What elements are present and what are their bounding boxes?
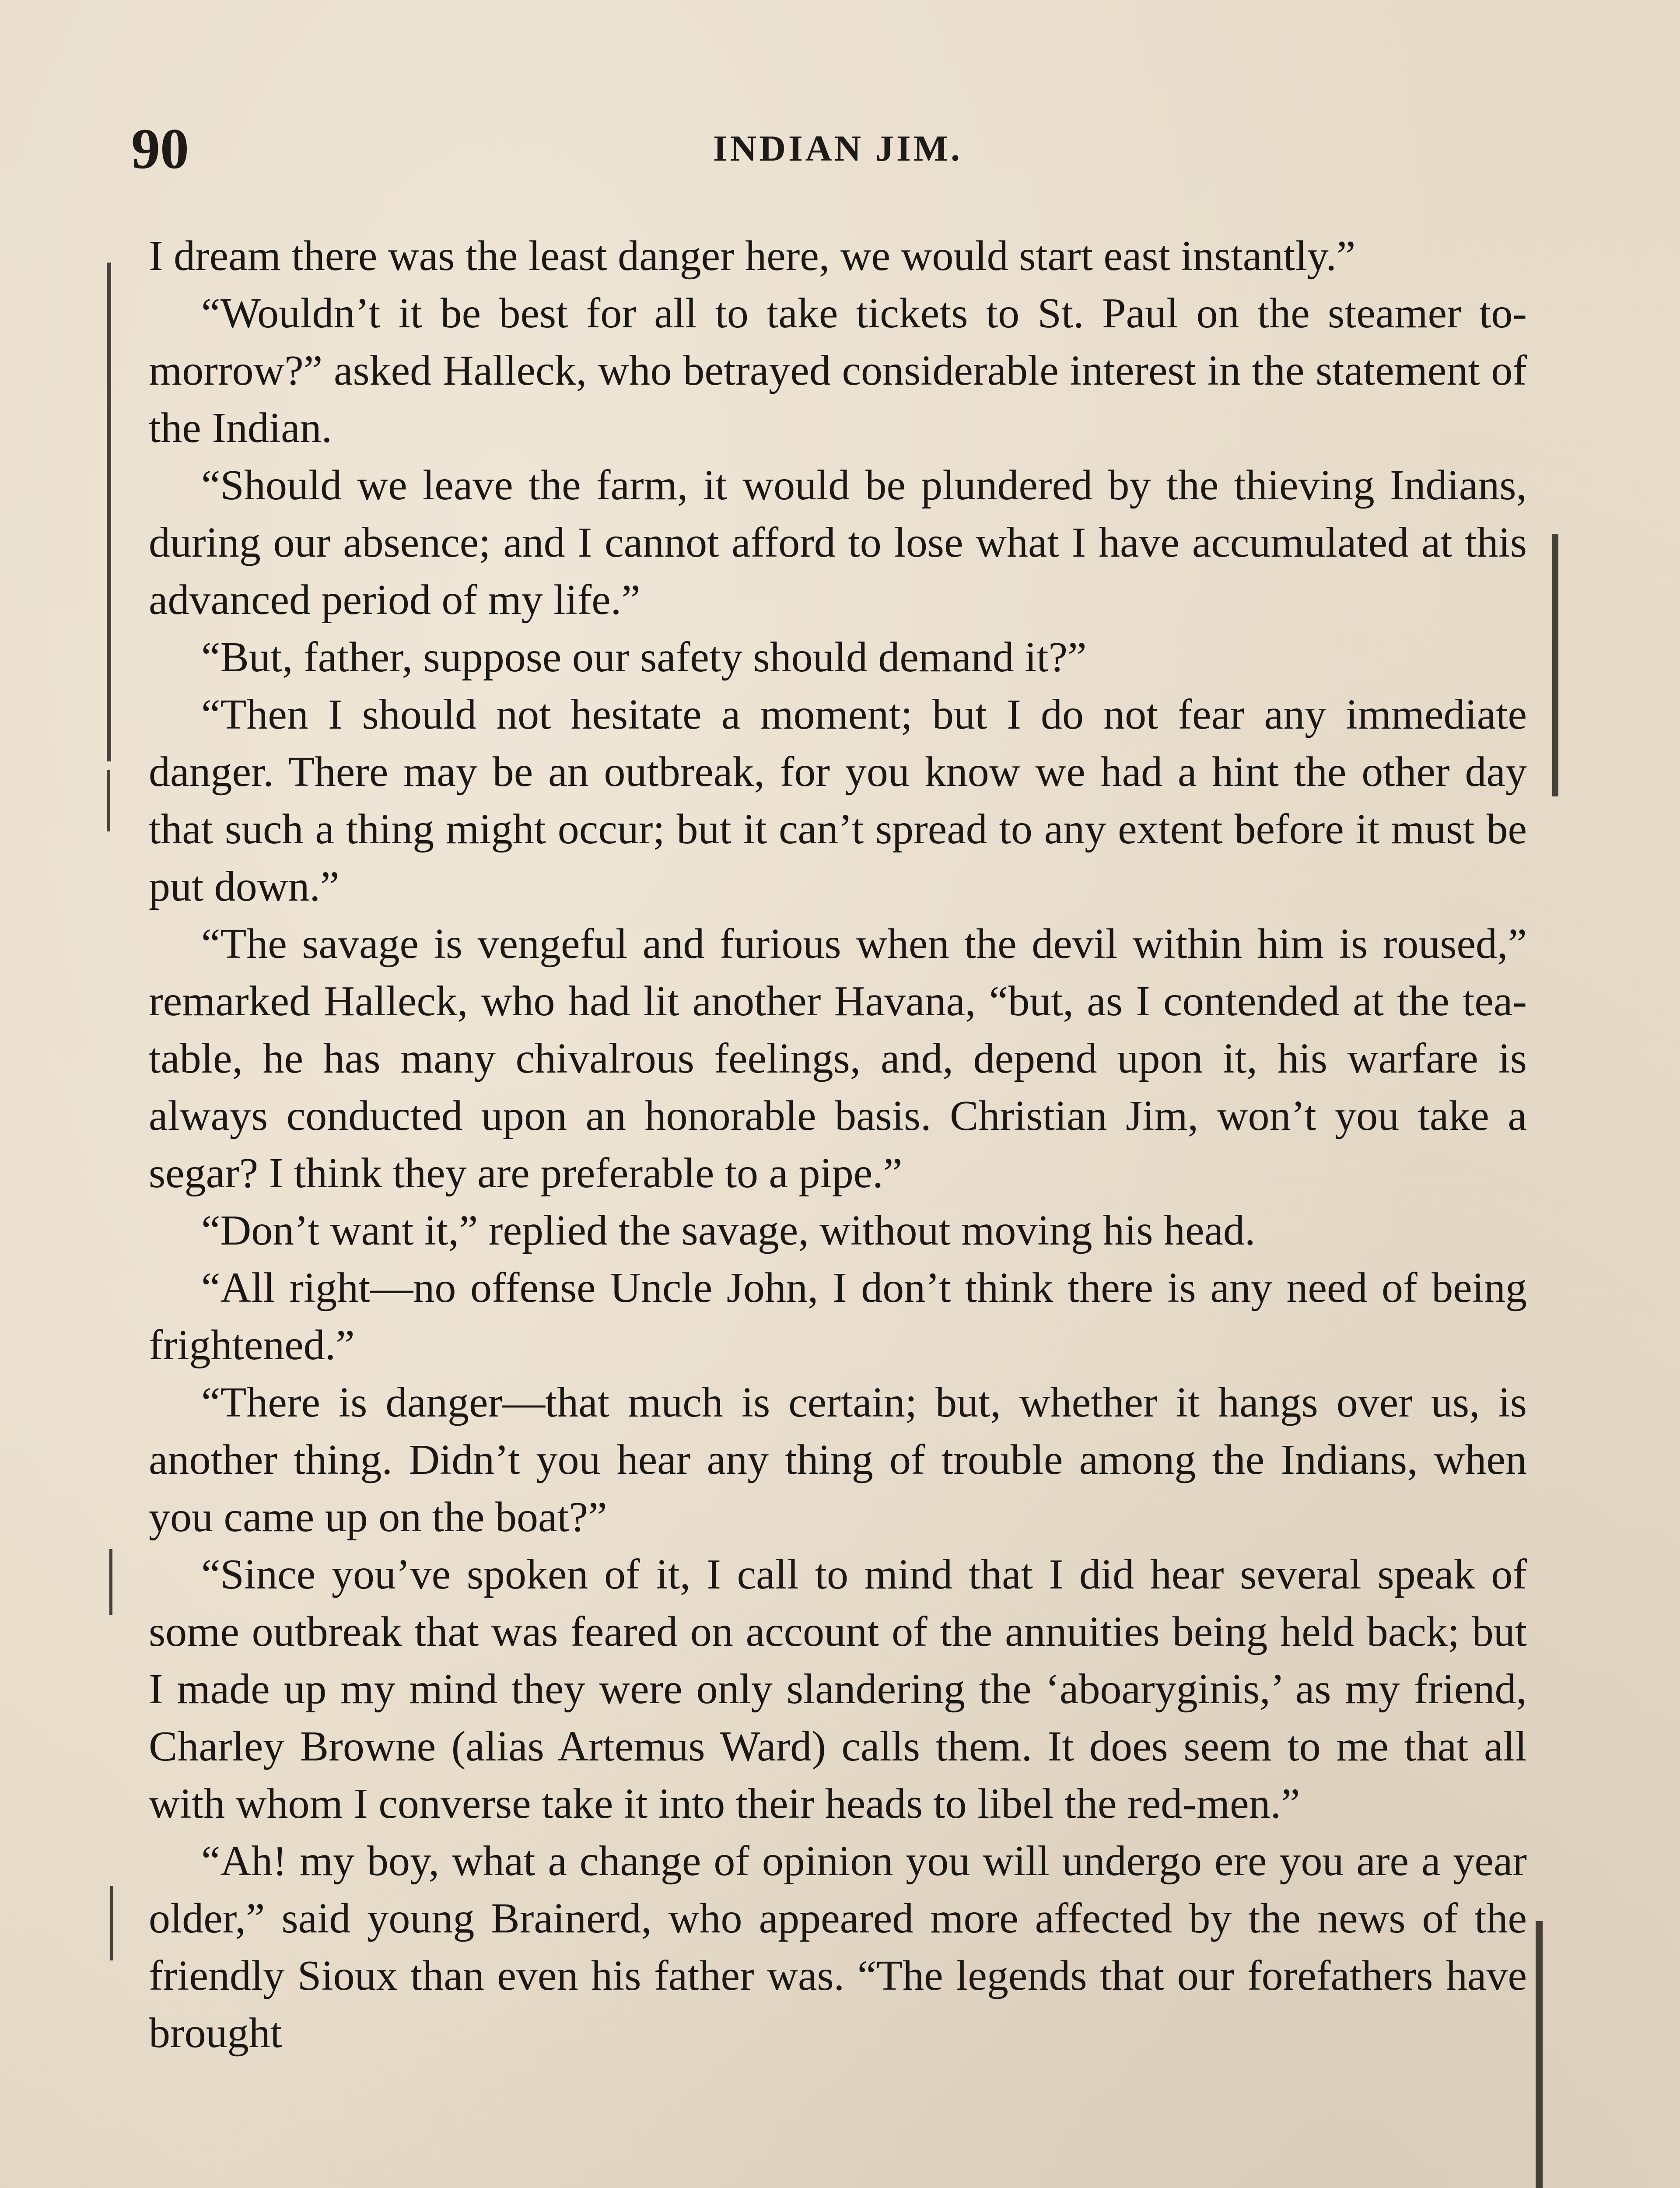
paragraph: I dream there was the least danger here, we would start east instantly.” bbox=[149, 232, 1356, 280]
margin-rule bbox=[110, 1886, 113, 1960]
margin-rule bbox=[107, 263, 111, 761]
page-number: 90 bbox=[131, 116, 189, 181]
paragraph: “Ah! my boy, what a change of opinion you will undergo ere you are a year older,” said young Brainerd, who appeared more affected by the news of the friendly Sioux than even his father was. “The legends that our forefathers have brought bbox=[149, 1837, 1527, 2057]
paragraph: “All right—no offense Uncle John, I don’t think there is any need of being frightened.” bbox=[149, 1264, 1527, 1369]
paragraph: “Then I should not hesitate a moment; but I do not fear any immediate danger. There may be an outbreak, for you know we had a hint the other day that such a thing might occur; but it can’t spread to any extent before it must be put down.” bbox=[149, 691, 1527, 910]
running-head: INDIAN JIM. bbox=[713, 128, 962, 169]
margin-rule bbox=[1552, 534, 1558, 796]
margin-rule bbox=[107, 770, 110, 831]
margin-rule bbox=[109, 1549, 112, 1615]
paragraph: “But, father, suppose our safety should demand it?” bbox=[201, 634, 1087, 681]
page-header bbox=[131, 118, 1522, 179]
paragraph: “There is danger—that much is certain; but, whether it hangs over us, is another thing. Didn’t you hear any thing of trouble among the Indians, when you came up on the boat?” bbox=[149, 1379, 1527, 1541]
paragraph: “Wouldn’t it be best for all to take tickets to St. Paul on the steamer to-morrow?” asked Halleck, who betrayed considerable interest in the statement of the Indian. bbox=[149, 290, 1527, 452]
paragraph: “The savage is vengeful and furious when the devil within him is roused,” remarked Halleck, who had lit another Havana, “but, as I contended at the tea-table, he has many chivalrous feelings, and, depend upon it, his warfare is always conducted upon an honorable basis. Christian Jim, won’t you take a segar? I think they are preferable to a pipe.” bbox=[149, 920, 1527, 1197]
paragraph: “Don’t want it,” replied the savage, without moving his head. bbox=[201, 1207, 1256, 1254]
paragraph: “Since you’ve spoken of it, I call to mind that I did hear several speak of some outbreak that was feared on account of the annuities being held back; but I made up my mind they were only slandering the ‘aboaryginis,’ as my friend, Charley Browne (alias Artemus Ward) calls them. It does seem to me that all with whom I converse take it into their heads to libel the red-men.” bbox=[149, 1551, 1527, 1827]
paragraph: “Should we leave the farm, it would be plundered by the thieving Indians, during our absence; and I cannot afford to lose what I have accumulated at this advanced period of my life.” bbox=[149, 462, 1527, 624]
body-text bbox=[149, 228, 1527, 2188]
margin-rule bbox=[1536, 1921, 1543, 2188]
